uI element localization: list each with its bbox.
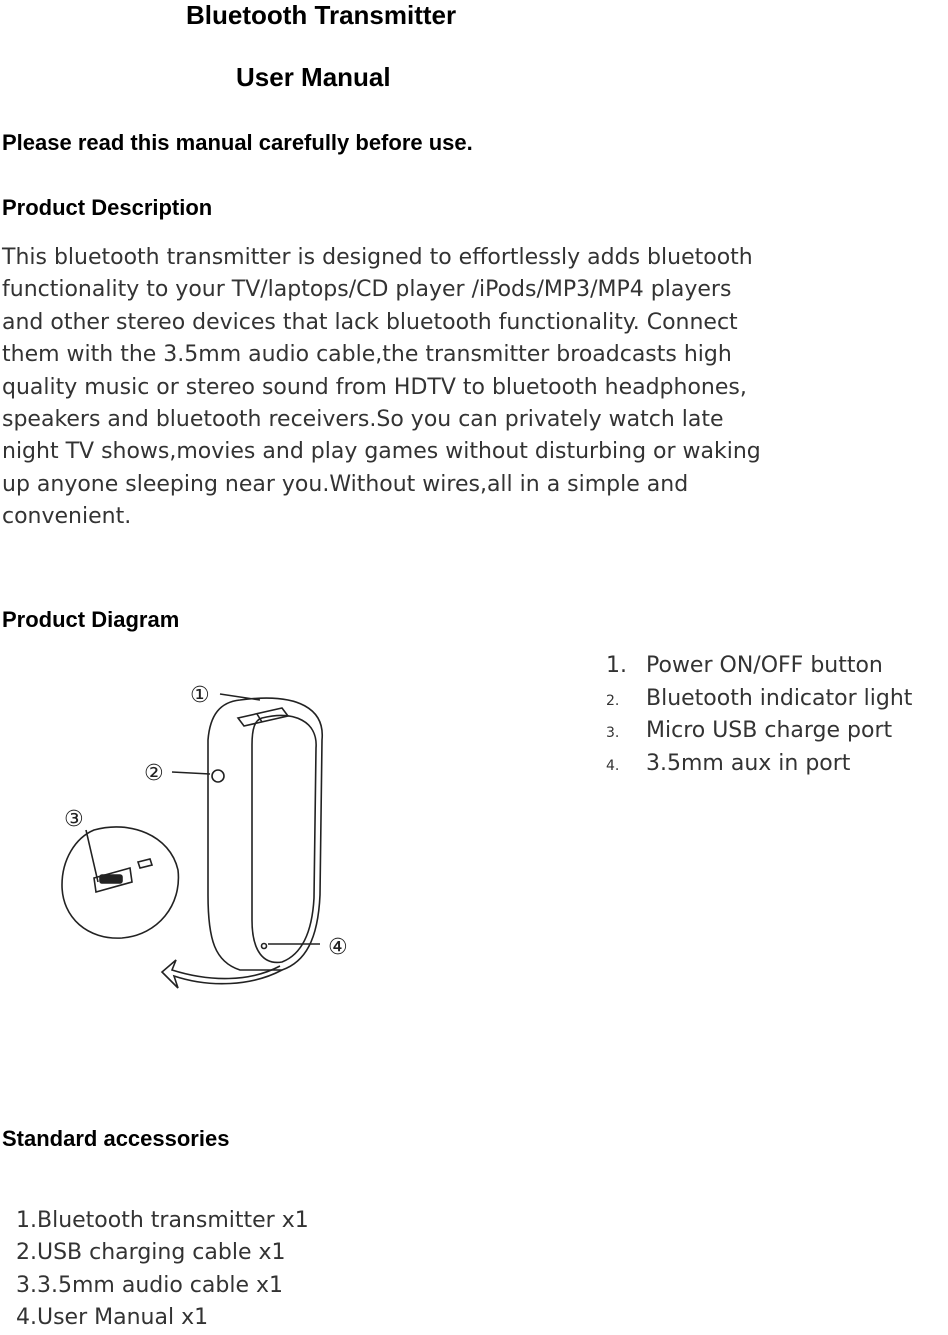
device-body bbox=[208, 698, 322, 970]
description-heading: Product Description bbox=[2, 195, 213, 220]
description-line: quality music or stereo sound from HDTV to bluetooth headphones, bbox=[2, 374, 747, 400]
accessory-item: 4.User Manual x1 bbox=[16, 1305, 209, 1331]
description-body bbox=[2, 242, 902, 534]
legend-number: 1. bbox=[606, 653, 627, 678]
legend-item bbox=[606, 715, 912, 748]
indicator-light-shape bbox=[212, 770, 224, 782]
legend-number: 2. bbox=[606, 692, 620, 709]
legend-number: 3. bbox=[606, 725, 620, 742]
usb-port-shape bbox=[100, 875, 122, 883]
accessories-list bbox=[16, 1205, 309, 1335]
document-subtitle: User Manual bbox=[236, 62, 391, 92]
callout-3: ③ bbox=[64, 807, 84, 832]
description-line: night TV shows,movies and play games without disturbing or waking bbox=[2, 439, 761, 465]
legend-item bbox=[606, 683, 912, 716]
description-line: up anyone sleeping near you.Without wires,all in a simple and bbox=[2, 471, 689, 497]
callout-4: ④ bbox=[328, 935, 348, 960]
accessory-item: 3.3.5mm audio cable x1 bbox=[16, 1272, 283, 1298]
description-line: convenient. bbox=[2, 504, 132, 530]
legend-label: Bluetooth indicator light bbox=[646, 685, 913, 711]
description-line: and other stereo devices that lack bluetooth functionality. Connect bbox=[2, 309, 738, 335]
accessory-item: 2.USB charging cable x1 bbox=[16, 1240, 286, 1266]
diagram-legend bbox=[606, 650, 912, 781]
legend-label: 3.5mm aux in port bbox=[646, 751, 851, 777]
device-front-face bbox=[252, 716, 316, 963]
legend-item bbox=[606, 650, 912, 683]
callout-1: ① bbox=[190, 683, 210, 708]
product-diagram bbox=[50, 670, 370, 1000]
rotate-arrow-icon bbox=[162, 960, 282, 988]
callout-2: ② bbox=[144, 761, 164, 786]
diagram-heading: Product Diagram bbox=[2, 607, 180, 632]
accessories-heading: Standard accessories bbox=[2, 1126, 230, 1151]
description-line: functionality to your TV/laptops/CD player /iPods/MP3/MP4 players bbox=[2, 277, 732, 303]
legend-item bbox=[606, 748, 912, 781]
accessory-item: 1.Bluetooth transmitter x1 bbox=[16, 1208, 309, 1233]
read-notice: Please read this manual carefully before use. bbox=[2, 130, 473, 155]
description-line: them with the 3.5mm audio cable,the transmitter broadcasts high bbox=[2, 342, 732, 368]
legend-label: Power ON/OFF button bbox=[646, 653, 883, 678]
description-line: This bluetooth transmitter is designed to effortlessly adds bluetooth bbox=[2, 245, 753, 270]
description-line: speakers and bluetooth receivers.So you can privately watch late bbox=[2, 407, 724, 433]
legend-label: Micro USB charge port bbox=[646, 718, 893, 744]
legend-number: 4. bbox=[606, 758, 620, 775]
document-title: Bluetooth Transmitter bbox=[186, 0, 457, 30]
aux-port-shape bbox=[262, 944, 267, 949]
